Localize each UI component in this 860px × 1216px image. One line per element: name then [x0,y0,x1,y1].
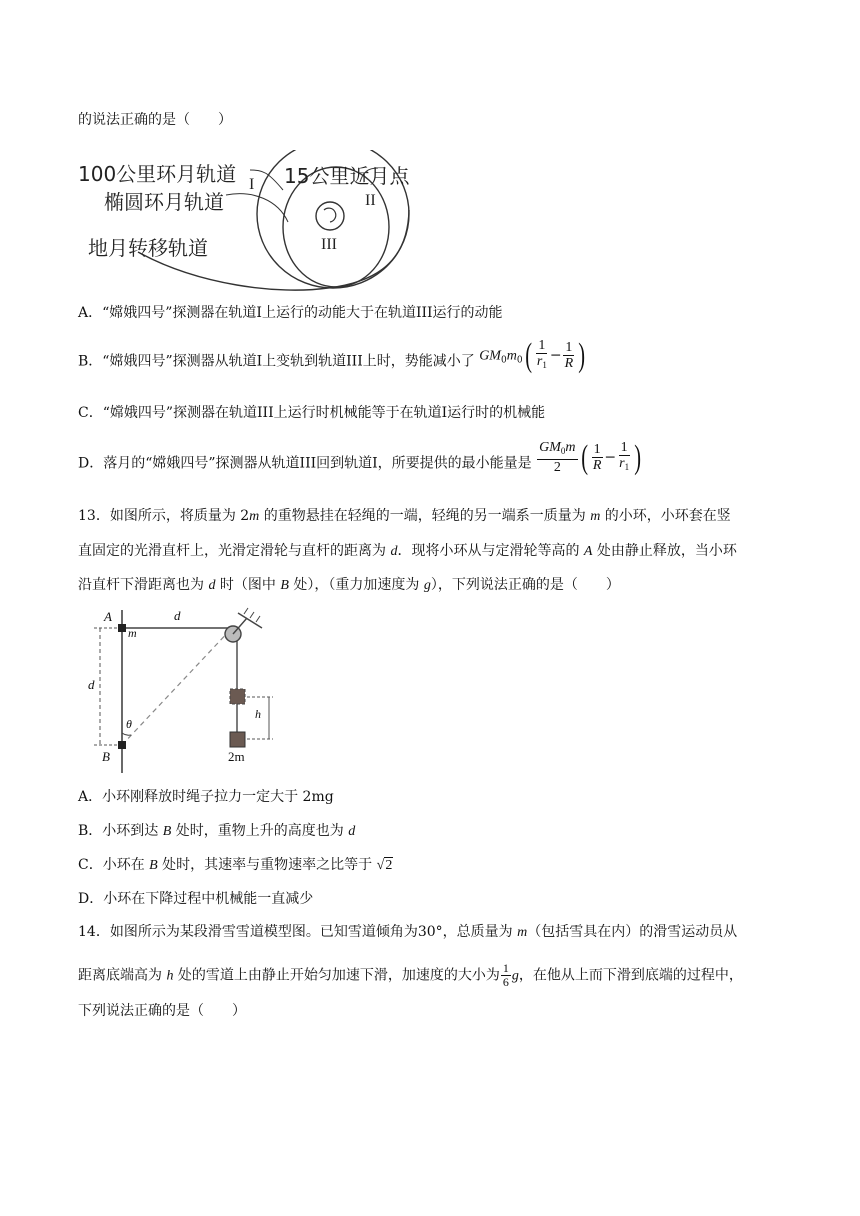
q13-text: ．现将小环从与定滑轮等高的 [397,543,584,559]
var-g: g [423,578,431,593]
q13-text: B．小环到达 [78,823,163,839]
q13-text: 处），（重力加速度为 [288,577,424,593]
q13-text: 沿直杆下滑距离也为 [78,577,209,593]
q12-option-d-text: D．落月的“嫦娥四号”探测器从轨道III回到轨道I，所要提供的最小能量是 [78,455,532,472]
label-d-top: d [174,608,181,623]
pulley-figure [84,605,274,775]
ring-at-B [118,741,126,749]
label-theta: θ [126,717,132,731]
q13-text: 处时，其速率与重物速率之比等于 [157,857,377,873]
q12-option-b-formula: $GM_0m_0$( $\frac{1}{r_1}$ − $\frac{1}{R}$ ) [479,336,586,374]
var-d: d [348,824,356,839]
q14-stem-line2 [78,962,743,989]
q12-option-d [78,438,643,476]
var-A: A [583,544,593,559]
q14-text: 14．如图所示为某段滑雪雪道模型图。已知雪道倾角为30°，总质量为 [78,924,518,940]
var-d: d [208,578,216,593]
q12-option-b [78,336,587,374]
q13-text: 直固定的光滑直杆上，光滑定滑轮与直杆的距离为 [78,543,391,559]
q12-stem-tail: 的说法正确的是（ ） [78,112,232,128]
pulley-diagram-svg [84,605,274,775]
label-2m: 2m [228,749,245,764]
q14-text: 处的雪道上由静止开始匀加速下滑，加速度的大小为 [173,967,500,984]
label-transfer-orbit: 地月转移轨道 [88,236,208,260]
var-h: h [166,968,174,984]
var-m: m [590,509,601,524]
var-m: m [249,509,260,524]
frac-1-6 [501,962,511,989]
label-m: m [128,626,137,640]
q13-option-a: A．小环刚释放时绳子拉力一定大于 2mg [78,789,334,805]
q13-text: C．小环在 [78,857,150,873]
q13-text: 时（图中 [215,577,281,593]
ceiling [238,613,262,628]
q12-option-c: C．“嫦娥四号”探测器在轨道III上运行时机械能等于在轨道I运行时的机械能 [78,405,546,421]
hatch-mark [244,608,248,614]
orbit-circle-low [316,202,344,230]
label-B: B [102,749,110,764]
q13-option-c [78,855,393,876]
q12-option-b-text: B．“嫦娥四号”探测器从轨道I上变轨到轨道III上时，势能减小了 [78,353,475,370]
moon-spiral [324,208,336,222]
q13-text: ），下列说法正确的是（ ） [430,577,620,593]
rope-dashed [122,628,232,745]
label-A: A [104,609,112,624]
q13-text: 处时，重物上升的高度也为 [171,823,349,839]
q14-text: 距离底端高为 [78,967,167,984]
q13-option-b [78,821,355,842]
weight-original-position [230,689,245,704]
var-B: B [280,578,289,593]
q14-text: （包括雪具在内）的滑雪运动员从 [527,924,738,940]
hatch-mark [256,616,260,622]
q12-option-d-formula: $\frac{GM_0m}{2}$ ( $\frac{1}{R}$ − $\frac{1}{r_1}$ ) [539,438,642,476]
var-m: m [517,925,528,940]
label-15km-perilune: 15公里近月点 [284,164,410,188]
frac-den: 6 [502,975,509,989]
q13-text: 13．如图所示，将质量为 2 [78,508,250,524]
sqrt-arg: 2 [385,858,393,873]
q14-stem-line1 [78,922,737,943]
frac-num: 1 [502,961,509,975]
var-d: d [390,544,398,559]
theta-arc [122,733,131,735]
q12-option-a: A．“嫦娥四号”探测器在轨道I上运行的动能大于在轨道III运行的动能 [78,305,503,321]
var-B: B [149,858,158,873]
label-100km-orbit: 100公里环月轨道 [78,162,237,186]
q14-stem-line3: 下列说法正确的是（ ） [78,1003,246,1019]
var-B: B [162,824,172,839]
q13-stem-line3 [78,575,620,596]
q14-text: ，在他从上而下滑到底端的过程中， [518,967,743,984]
roman-II: II [365,192,376,209]
q13-stem-line1 [78,506,731,527]
q13-option-d: D．小环在下降过程中机械能一直减少 [78,891,314,907]
q13-text: 的小环，小环套在竖 [600,508,731,524]
hatch-mark [250,612,254,618]
q13-stem-line2 [78,541,737,562]
roman-III: III [321,236,337,253]
orbit-figure [78,150,418,300]
sqrt-2: √2 [376,858,393,873]
q13-text: 的重物悬挂在轻绳的一端，轻绳的另一端系一质量为 [259,508,591,524]
ring-at-A [118,624,126,632]
var-g: g [511,968,519,984]
roman-I: I [249,176,255,193]
leader-line-100 [250,170,283,190]
label-h: h [255,707,261,721]
label-d-left: d [88,677,95,692]
weight-2m [230,732,245,747]
q13-text: 处由静止释放，当小环 [592,543,737,559]
label-ellipse-orbit: 椭圆环月轨道 [104,190,224,214]
